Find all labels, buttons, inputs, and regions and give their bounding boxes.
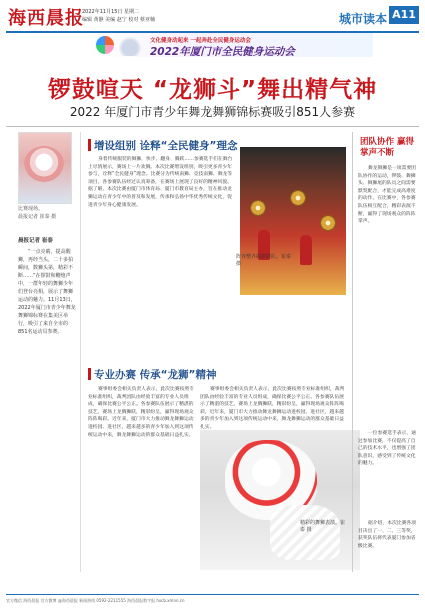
lion-photo-caption: 精彩的舞狮表演。崔泰 摄	[300, 520, 346, 533]
cymbal-icon	[290, 190, 306, 206]
section1-body: 身着传统服装的舞狮，快步、翻身、腾跃……参赛选手们在舞台上尽情展示，赛场上一片欢腾。本次比赛增设组别，吸引更多青少年参与，诠释“全民健身”理念。比赛分为传统南狮、竞技南狮、舞龙等项目，各参赛队伍经过认真筹备，在赛场上展现了良好的精神风貌。据了解，本次比赛由厦门市体育局、厦门市教育局主办，旨在推动龙狮运动在青少年中的普及和发展，传承和弘扬中华优秀传统文化，促进青少年身心健康发展。	[88, 157, 233, 208]
page-number: A11	[389, 6, 419, 24]
banner-title: 2022年厦门市全民健身运动会	[150, 46, 295, 58]
banner-graphic	[115, 36, 145, 56]
issue-date: 2022年11月15日 星期二	[82, 9, 140, 15]
editor-credits: 编辑 黄静 美编 赵宁 校对 蔡亚楠	[82, 17, 155, 23]
cymbal-icon	[320, 215, 336, 231]
right-column-divider	[352, 132, 353, 572]
section2-body-cont: 赛事组委会相关负责人表示，此次比赛按照专业标准组织，裁判团队由经验丰富的专业人员组成，确保比赛公平公正。各参赛队伍展示了精湛的技艺，赛场上龙腾狮跃，精彩纷呈，赢得现场观众阵阵喝彩。近年来，厦门市大力推动舞龙舞狮运动进校园、进社区，越来越多的青少年加入到这项传统运动中来，舞龙舞狮运动的群众基础日益扎实。	[200, 387, 345, 430]
left-photo-credit: 晨报记者 崔泰 摄	[18, 214, 57, 220]
right-body-text-3: 据介绍，本次比赛各项目决出了一、二、三等奖，获奖队伍将代表厦门参加省级比赛。	[358, 521, 416, 549]
main-headline: 锣鼓喧天 “龙狮斗”舞出精气神	[47, 77, 378, 103]
section1-marker	[88, 139, 91, 151]
section2-title: 专业办赛 传承“龙狮”精神	[94, 369, 217, 381]
newspaper-logo: 海西晨报	[8, 8, 84, 29]
section1-title: 增设组别 诠释“全民健身”理念	[94, 140, 238, 152]
lion-dance-image	[24, 146, 64, 182]
left-body-text: “一点亮睛，提高醒狮，再经当头，二十多拍瞬间，数狮头第，精彩不断……”在锣鼓和鞭炮声中，一群年轻的舞狮少年们登台亮相，展示了舞狮运动的魅力。11月13日，2022年厦门市青少年舞龙舞狮锦标赛在集美区举行，吸引了来自全市的851名运动员参赛。	[18, 249, 76, 335]
right-body-text: 舞龙舞狮是一项需要团队协作的运动，锣鼓、舞狮头、舞狮尾的队员之间需要默契配合，才能完成高难度的动作。在比赛中，各参赛队伍相互配合，精彩表演不断，赢得了现场观众的阵阵掌声。	[358, 166, 416, 225]
left-photo-caption: 比赛现场。	[18, 206, 44, 212]
right-body-text-2: 一位参赛选手表示，通过参加比赛，不仅提高了自己的技术水平，也增强了团队意识，感受到了传统文化的魅力。	[358, 431, 416, 467]
footer-rule	[6, 594, 419, 595]
event-logo-icon	[96, 36, 114, 54]
left-column-divider	[80, 132, 81, 572]
section2-body: 赛事组委会相关负责人表示，此次比赛按照专业标准组织，裁判团队由经验丰富的专业人员组成，确保比赛公平公正。各参赛队伍展示了精湛的技艺，赛场上龙腾狮跃，精彩纷呈，赢得现场观众阵阵喝彩。近年来，厦门市大力推动舞龙舞狮运动进校园、进社区，越来越多的青少年加入到这项传统运动中来，舞龙舞狮运动的群众基础日益扎实。	[88, 387, 194, 438]
headline-rule	[6, 126, 419, 127]
footer-text: 官方微信 海西晨报 官方微博 @海西晨报 新闻热线 0592-2211555 海西晨报数字报 hxcb.xmnn.cn	[6, 598, 185, 603]
cymbal-icon	[250, 200, 266, 216]
subheadline: 2022 年厦门市青少年舞龙舞狮锦标赛吸引851人参赛	[69, 105, 356, 119]
right-section-title: 团队协作 赢得掌声不断	[360, 137, 414, 158]
section2-marker	[88, 368, 91, 380]
drum-photo-caption: 阵容整齐的锣鼓队。崔泰 摄	[236, 254, 292, 267]
byline: 晨报记者 崔泰	[18, 238, 53, 244]
banner-subtitle: 文化健身动起来 一起奔赴全民健身运动会	[150, 38, 251, 44]
drummer-figure	[300, 235, 312, 265]
section-name: 城市读本	[338, 12, 387, 26]
